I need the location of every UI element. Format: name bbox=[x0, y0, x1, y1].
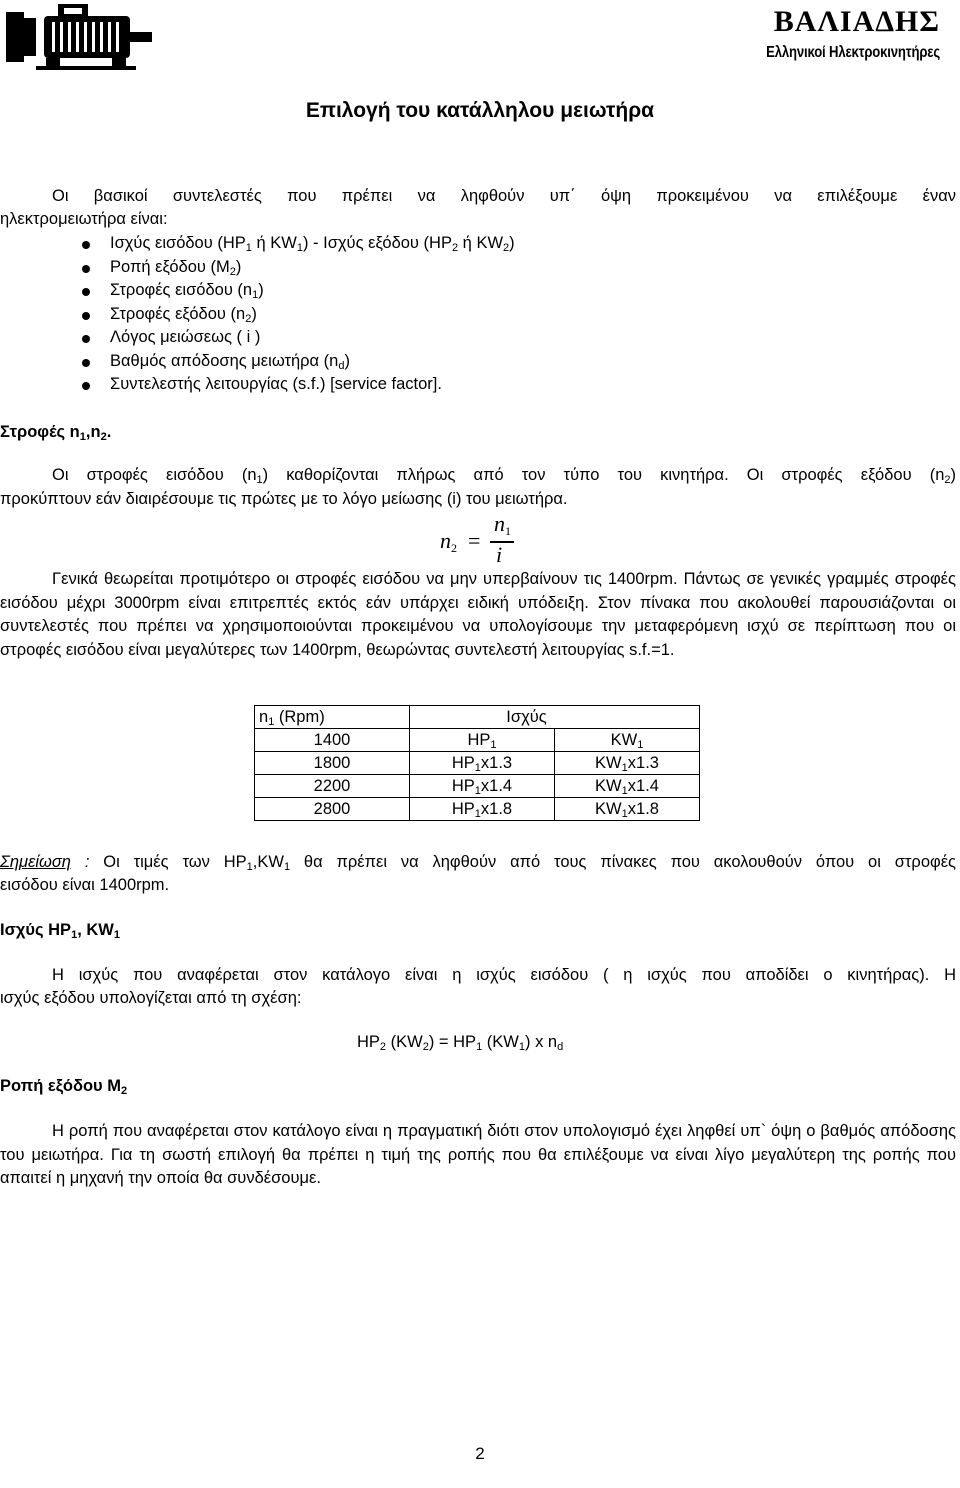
bullet-icon bbox=[82, 288, 90, 296]
table-header-row bbox=[255, 706, 700, 729]
list-item: Βαθμός απόδοσης μειωτήρα $(n_d)$ bbox=[82, 350, 515, 374]
table-cell-kw: $KW_1$ bbox=[555, 729, 700, 752]
table-cell-kw: $KW_1x1.4$ bbox=[555, 775, 700, 798]
intro-line-1: Οι βασικοί συντελεστές που πρέπει να ληφθούν υπ΄ όψη προκειμένου να επιλέξουμε έναν bbox=[52, 187, 956, 205]
table-row bbox=[255, 752, 700, 775]
formula-denominator: i bbox=[496, 542, 503, 567]
intro-line-2: ηλεκτρομειωτήρα είναι: bbox=[0, 210, 168, 228]
bullet-icon bbox=[82, 359, 90, 367]
note-line-2: εισόδου είναι 1400rpm. bbox=[0, 876, 170, 894]
table-row bbox=[255, 775, 700, 798]
list-item: Συντελεστής λειτουργίας (s.f.) [service factor]. bbox=[82, 373, 515, 397]
torque-paragraph: Η ροπή που αναφέρεται στον κατάλογο είναι η πραγματική διότι στον υπολογισμό έχει ληφθεί υπ` όψη ο βαθμός απόδοσης του μειωτήρα. Για τη σωστή επιλογή θα πρέπει η τιμή της ροπής που θα επιλέξουμε να είναι λίγο μεγαλύτερη της ροπής που απαιτεί η μηχανή την οποία θα συνδέσουμε. bbox=[0, 1122, 956, 1187]
electric-motor-logo-icon bbox=[6, 4, 152, 70]
speeds-paragraph-line-2: προκύπτουν εάν διαιρέσουμε τις πρώτες με το λόγο μείωσης (i) του μειωτήρα. bbox=[0, 490, 568, 508]
power-factor-table bbox=[254, 705, 700, 821]
bullet-icon bbox=[82, 382, 90, 390]
table-header-rpm: $n_1$ (Rpm) bbox=[255, 706, 410, 729]
table-cell-hp: $HP_1x1.8$ bbox=[410, 798, 555, 821]
list-item: Ισχύς εισόδου ($HP_1$ ή $KW_1$) - Ισχύς εξόδου ($HP_2$ ή $KW_2$) bbox=[82, 232, 515, 256]
table-header-power: Ισχύς bbox=[410, 706, 700, 729]
power-formula: $HP_2$ $(KW_2) = HP_1$ $(KW_1)$ x $n_d$ bbox=[357, 1033, 564, 1053]
formula-equals: = bbox=[468, 528, 481, 553]
section-heading-power: Ισχύς $HP_1$, $KW_1$ bbox=[0, 921, 120, 941]
speed-ratio-formula bbox=[440, 511, 530, 567]
section-heading-speeds: Στροφές $n_1,n_2$. bbox=[0, 423, 112, 443]
table-row bbox=[255, 798, 700, 821]
formula-lhs: $n_2$ bbox=[440, 528, 457, 555]
list-item: Ροπή εξόδου $(M_2)$ bbox=[82, 256, 515, 280]
speeds-paragraph-2: Γενικά θεωρείται προτιμότερο οι στροφές εισόδου να μην υπερβαίνουν τις 1400rpm. Πάντως σε γενικές γραμμές στροφές εισόδου μέχρι 3000rpm είναι επιτρεπτές εκτός εάν υπάρχει ειδική υπόδειξη. Στον πίνακα που ακολουθεί παρουσιάζονται οι συντελεστές που πρέπει να χρησιμοποιούνται προκειμένου να υπολογίσουμε την μεταφερόμενη ισχύ σε περίπτωση που οι στροφές εισόδου είναι μεγαλύτερες των 1400rpm, θεωρώντας συντελεστή λειτουργίας s.f.=1. bbox=[0, 570, 956, 659]
table-cell-rpm: 2800 bbox=[255, 798, 410, 821]
table-cell-hp: $HP_1$ bbox=[410, 729, 555, 752]
table-cell-rpm: 2200 bbox=[255, 775, 410, 798]
list-item: Λόγος μειώσεως ( i ) bbox=[82, 326, 515, 350]
list-item: Στροφές εξόδου $(n_2)$ bbox=[82, 303, 515, 327]
table-cell-rpm: 1800 bbox=[255, 752, 410, 775]
power-paragraph-line-1: Η ισχύς που αναφέρεται στον κατάλογο είναι η ισχύς εισόδου ( η ισχύς που αποδίδει ο κινητήρας). Η bbox=[52, 966, 956, 984]
bullet-icon bbox=[82, 312, 90, 320]
note-label: Σημείωση bbox=[0, 853, 71, 871]
factors-list bbox=[82, 232, 515, 397]
bullet-icon bbox=[82, 265, 90, 273]
table-cell-rpm: 1400 bbox=[255, 729, 410, 752]
company-logo bbox=[6, 4, 152, 70]
table-cell-hp: $HP_1x1.4$ bbox=[410, 775, 555, 798]
bullet-icon bbox=[82, 335, 90, 343]
page-number: 2 bbox=[475, 1444, 485, 1463]
brand-name: ΒΑΛΙΑΔΗΣ bbox=[773, 5, 940, 38]
table-cell-hp: $HP_1x1.3$ bbox=[410, 752, 555, 775]
table-row bbox=[255, 729, 700, 752]
list-item: Στροφές εισόδου $(n_1)$ bbox=[82, 279, 515, 303]
formula-numerator: $n_1$ bbox=[494, 511, 511, 538]
table-cell-kw: $KW_1x1.3$ bbox=[555, 752, 700, 775]
table-cell-kw: $KW_1x1.8$ bbox=[555, 798, 700, 821]
bullet-icon bbox=[82, 241, 90, 249]
note-line-1: Σημείωση : Οι τιμές των $HP_1,KW_1$ θα πρέπει να ληφθούν από τους πίνακες που ακολουθούν όπου οι στροφές bbox=[0, 853, 956, 873]
document-title: Επιλογή του κατάλληλου μειωτήρα bbox=[305, 99, 655, 122]
brand-tagline: Ελληνικοί Ηλεκτροκινητήρες bbox=[766, 44, 940, 61]
section-heading-torque: Ροπή εξόδου $M_2$ bbox=[0, 1077, 128, 1097]
power-paragraph-line-2: ισχύς εξόδου υπολογίζεται από τη σχέση: bbox=[0, 989, 302, 1007]
speeds-paragraph-line-1: Οι στροφές εισόδου $(n_1)$ καθορίζονται πλήρως από τον τύπο του κινητήρα. Οι στροφές εξόδου $(n_2)$ bbox=[52, 466, 956, 486]
fraction-bar bbox=[490, 541, 514, 543]
